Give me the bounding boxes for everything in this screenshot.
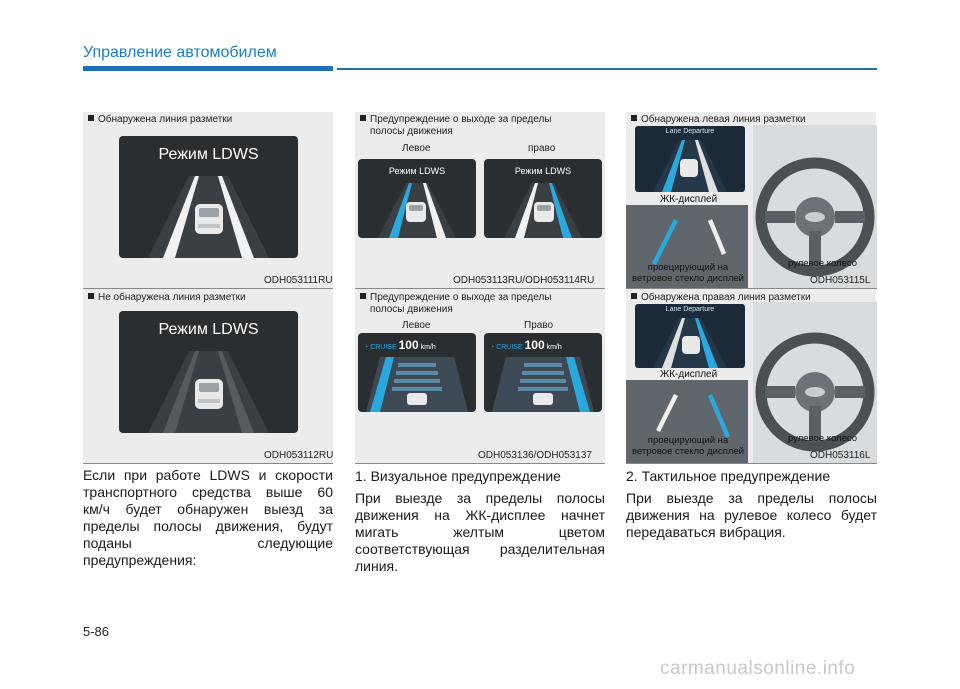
- cruise-icon: ◔: [490, 344, 495, 351]
- road-lanes-graphic: [484, 333, 602, 412]
- ldws-screen-no-lane: [119, 311, 298, 433]
- bullet-square-icon: [631, 293, 637, 299]
- lcd-display-right: [635, 304, 745, 368]
- bullet-square-icon: [88, 115, 94, 121]
- label-left: Левое: [402, 143, 431, 154]
- figure-caption: Обнаружена левая линия разметки: [631, 114, 806, 126]
- cruise-icon: ◔: [364, 344, 369, 351]
- figure-code: ODH053136/ODH053137: [478, 450, 592, 461]
- lane-departure-label: Lane Departure: [665, 306, 715, 313]
- cruise-readout: ◔ CRUISE 100 km/h: [490, 338, 562, 352]
- header-rule: [337, 68, 877, 70]
- figure-code: ODH053111RU: [264, 275, 333, 286]
- screen-title: Режим LDWS: [514, 166, 572, 176]
- header-accent-bar: [83, 66, 333, 71]
- lcd-display-left: [635, 126, 745, 192]
- cruise-screen-left: [358, 333, 476, 412]
- label-right: право: [528, 143, 556, 154]
- watermark: carmanualsonline.info: [660, 658, 856, 679]
- wheel-label: рулевое колесо: [788, 258, 857, 269]
- figure-caption: Обнаружена правая линия разметки: [631, 292, 811, 304]
- ldws-screen: [119, 136, 298, 258]
- body-paragraph: При выезде за пределы полосы движения на рулевое колесо будет передаваться вибрация.: [626, 490, 877, 540]
- figure-caption: Обнаружена линия разметки: [88, 114, 232, 126]
- screen-title: Режим LDWS: [388, 166, 446, 176]
- wheel-label: рулевое колесо: [788, 433, 857, 444]
- figure-divider: [626, 463, 877, 464]
- body-paragraph: При выезде за пределы полосы движения на ЖК-дисплее начнет мигать желтым цветом соответствующая разделительная линия.: [355, 490, 605, 574]
- bullet-square-icon: [360, 115, 366, 121]
- section-title: Управление автомобилем: [83, 44, 277, 61]
- body-paragraph: Если при работе LDWS и скорости транспортного средства выше 60 км/ч будет обнаружен выезд за пределы полосы движения, будут поданы следующие предупреждения:: [83, 467, 333, 568]
- figure-caption: Предупреждение о выходе за пределы полосы движения: [360, 292, 551, 316]
- cruise-screen-right: [484, 333, 602, 412]
- figure-divider: [83, 463, 333, 464]
- lane-departure-label: Lane Departure: [665, 128, 715, 135]
- road-lanes-graphic: [635, 126, 745, 192]
- screen-title: Режим LDWS: [158, 321, 259, 338]
- figure-divider: [355, 463, 605, 464]
- figure-code: ODH053113RU/ODH053114RU: [453, 275, 595, 286]
- road-lanes-graphic: [635, 304, 745, 368]
- bullet-square-icon: [631, 115, 637, 121]
- road-lanes-graphic: [484, 159, 602, 238]
- figure-code: ODH053116L: [810, 450, 871, 461]
- cruise-readout: ◔ CRUISE 100 km/h: [364, 338, 436, 352]
- road-lanes-graphic: [119, 136, 298, 258]
- label-left: Левое: [402, 320, 431, 331]
- screen-title: Режим LDWS: [158, 146, 259, 163]
- hud-label: проецирующий на ветровое стекло дисплей: [632, 435, 744, 457]
- road-lanes-graphic: [358, 333, 476, 412]
- bullet-square-icon: [88, 293, 94, 299]
- ldws-screen-left-warning: [358, 159, 476, 238]
- page-number: 5-86: [83, 624, 110, 639]
- ldws-screen-right-warning: [484, 159, 602, 238]
- lcd-label: ЖК-дисплей: [660, 369, 718, 380]
- hud-label: проецирующий на ветровое стекло дисплей: [632, 262, 744, 284]
- lcd-label: ЖК-дисплей: [660, 194, 718, 205]
- road-lanes-graphic: [358, 159, 476, 238]
- section-heading: 2. Тактильное предупреждение: [626, 468, 831, 484]
- figure-code: ODH053112RU: [264, 450, 334, 461]
- figure-code: ODH053115L: [810, 275, 871, 286]
- road-lanes-graphic: [119, 311, 298, 433]
- label-right: Право: [524, 320, 554, 331]
- section-heading: 1. Визуальное предупреждение: [355, 468, 561, 484]
- figure-caption: Не обнаружена линия разметки: [88, 292, 246, 304]
- bullet-square-icon: [360, 293, 366, 299]
- figure-caption: Предупреждение о выходе за пределы полосы движения: [360, 114, 551, 138]
